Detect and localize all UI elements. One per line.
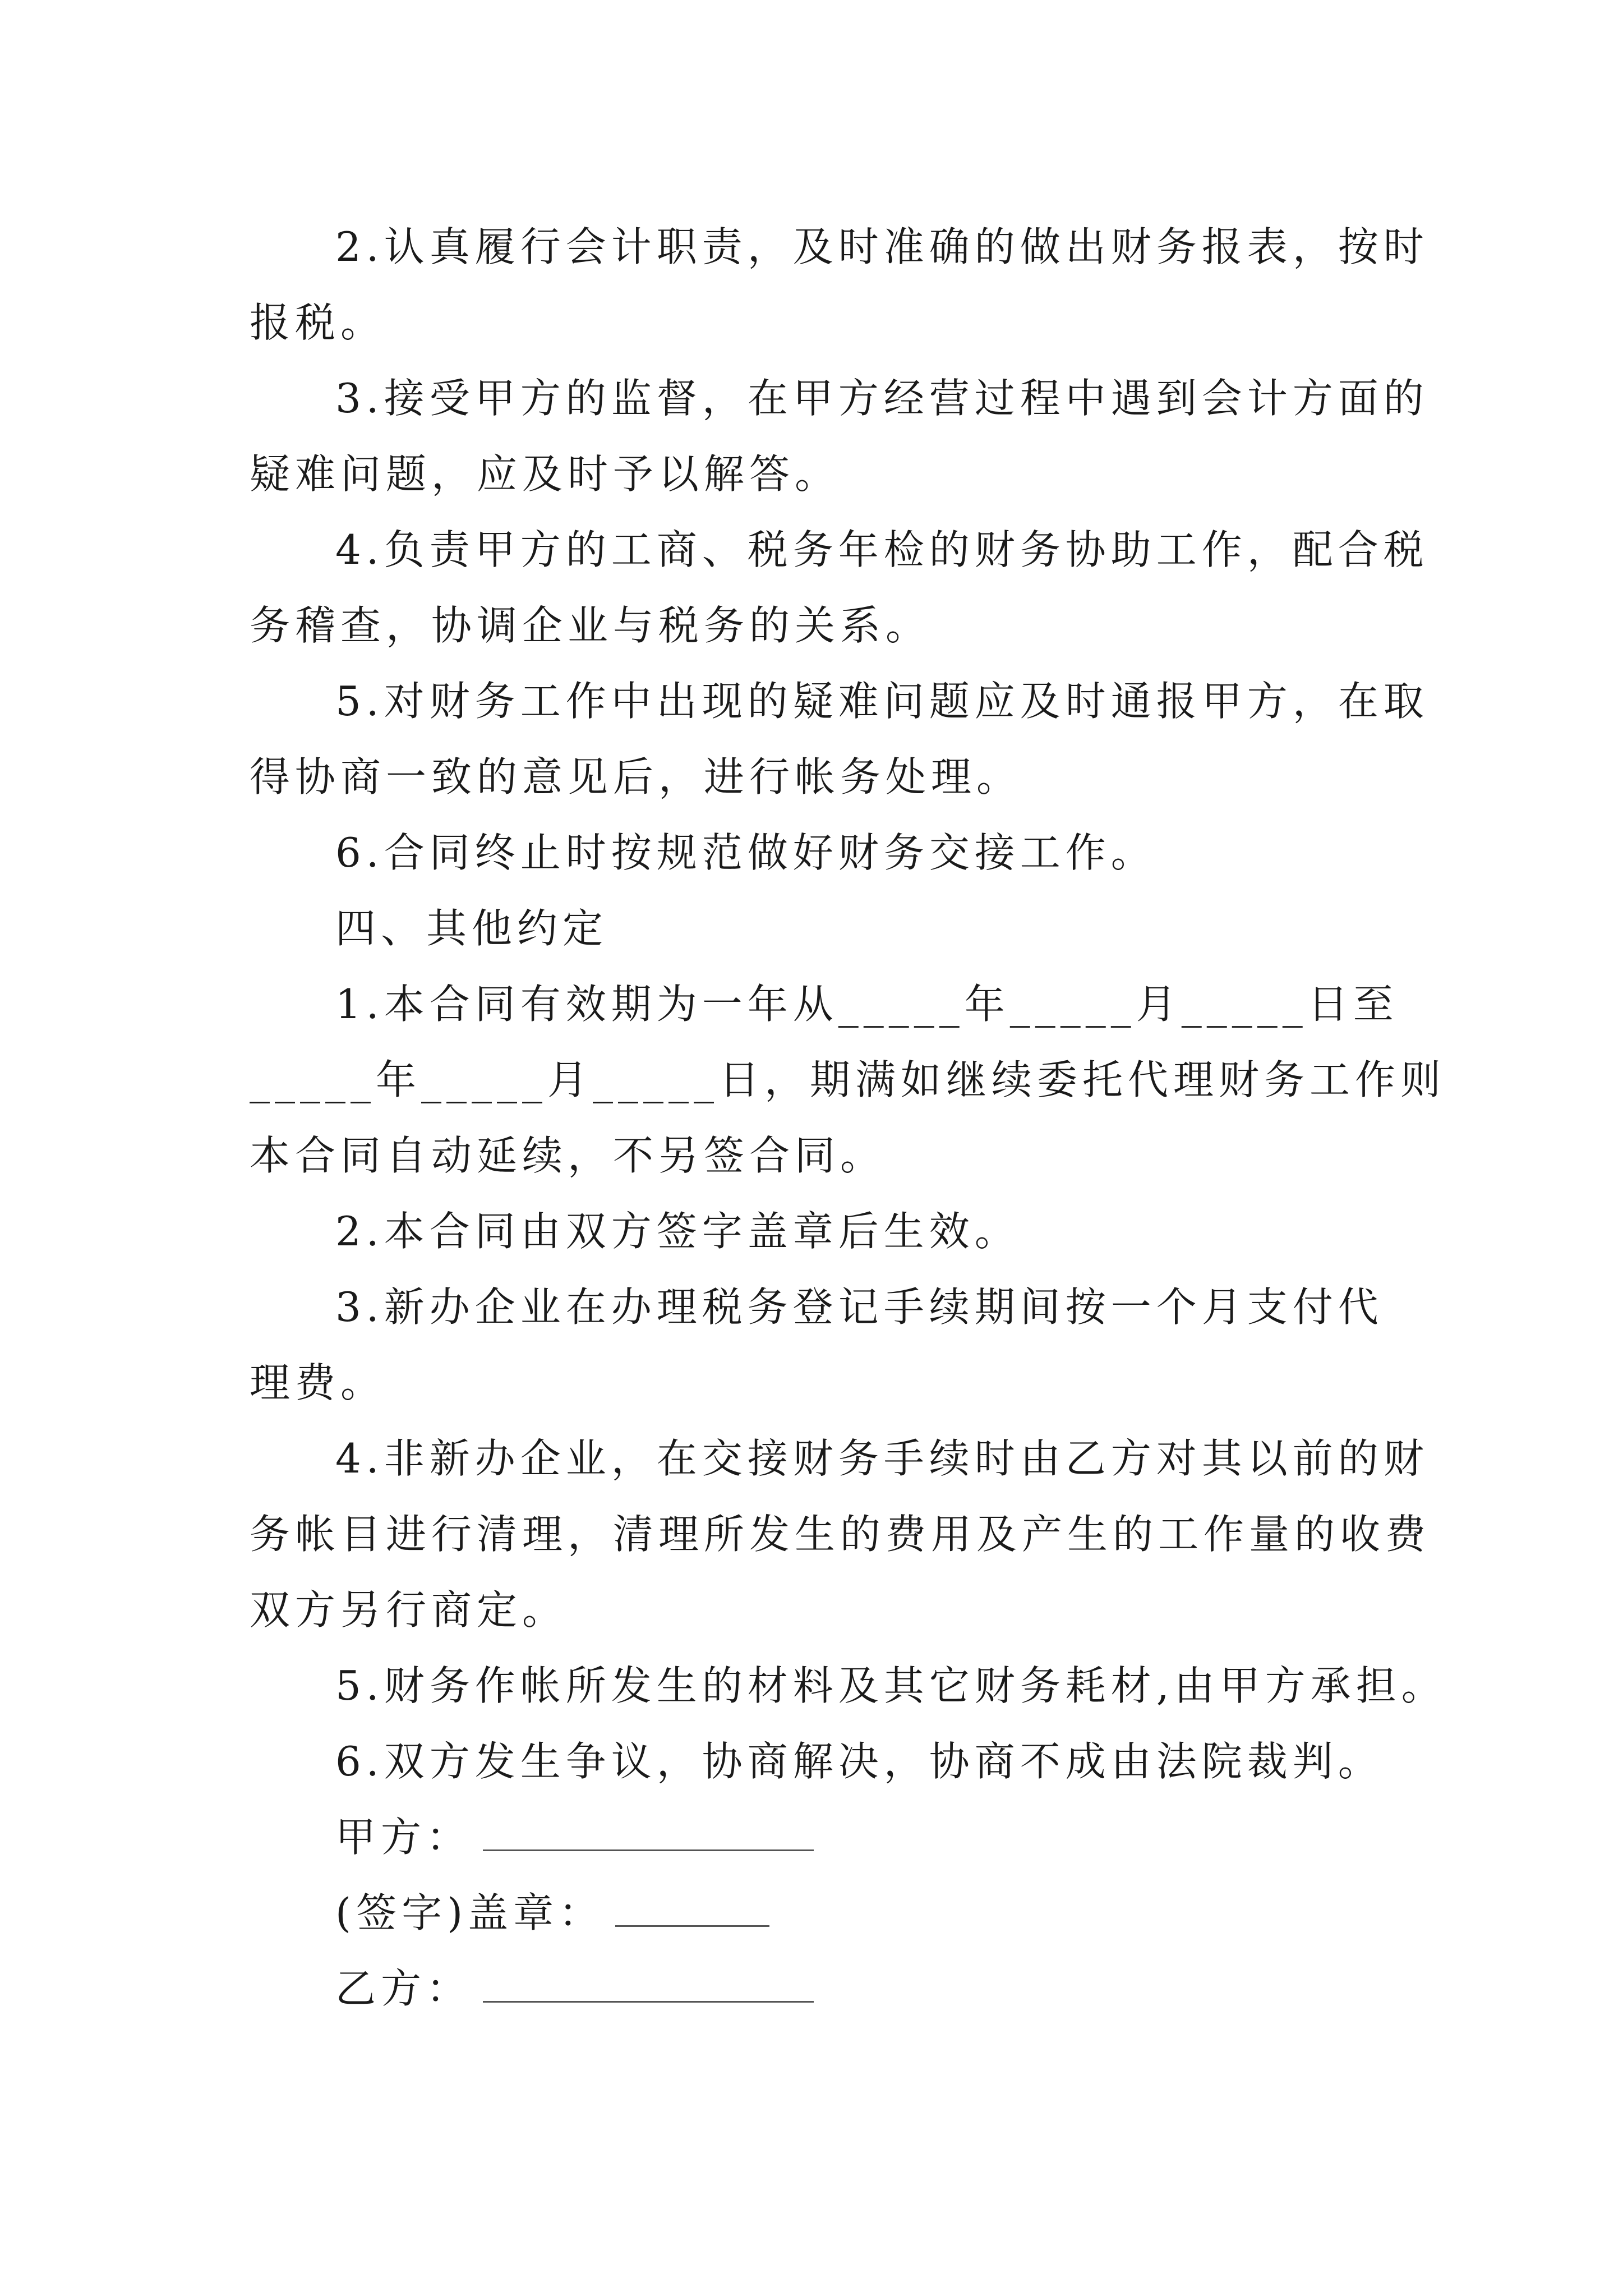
signature-party-b — [335, 1961, 814, 2017]
clause-4-5: 5.财务作帐所发生的材料及其它财务耗材,由甲方承担。 — [335, 1662, 1447, 1709]
signature-party-a — [335, 1809, 814, 1865]
party-b-label: 乙方： — [335, 1965, 472, 2012]
clause-3-3-line-2: 疑难问题，应及时予以解答。 — [250, 450, 841, 498]
clause-3-2-line-2: 报税。 — [250, 299, 386, 346]
section-heading-other: 四、其他约定 — [335, 905, 608, 952]
clause-3-3-line-1: 3.接受甲方的监督，在甲方经营过程中遇到会计方面的 — [335, 375, 1429, 422]
party-b-signature-blank — [483, 1962, 814, 2003]
clause-4-6: 6.双方发生争议，协商解决，协商不成由法院裁判。 — [335, 1738, 1384, 1785]
clause-3-5-line-2: 得协商一致的意见后，进行帐务处理。 — [250, 753, 1022, 800]
signature-seal — [335, 1885, 769, 1941]
clause-4-3-line-2: 理费。 — [250, 1359, 386, 1406]
clause-3-4-line-2: 务稽查，协调企业与税务的关系。 — [250, 602, 932, 649]
clause-4-4-line-3: 双方另行商定。 — [250, 1586, 568, 1634]
clause-3-4-line-1: 4.负责甲方的工商、税务年检的财务协助工作，配合税 — [335, 526, 1429, 573]
clause-4-3-line-1: 3.新办企业在办理税务登记手续期间按一个月支付代 — [335, 1283, 1384, 1331]
clause-3-5-line-1: 5.对财务工作中出现的疑难问题应及时通报甲方，在取 — [335, 678, 1429, 725]
clause-4-1-line-3: 本合同自动延续，不另签合同。 — [250, 1132, 886, 1179]
clause-3-6: 6.合同终止时按规范做好财务交接工作。 — [335, 829, 1156, 876]
party-a-label: 甲方： — [335, 1814, 472, 1861]
clause-4-4-line-1: 4.非新办企业，在交接财务手续时由乙方对其以前的财 — [335, 1435, 1429, 1482]
clause-4-1-line-2: _____年_____月_____日，期满如继续委托代理财务工作则 — [250, 1056, 1446, 1103]
clause-4-4-line-2: 务帐目进行清理，清理所发生的费用及产生的工作量的收费 — [250, 1511, 1431, 1558]
clause-4-2: 2.本合同由双方签字盖章后生效。 — [335, 1208, 1020, 1255]
seal-signature-blank — [615, 1886, 769, 1927]
seal-label: (签字)盖章： — [335, 1889, 605, 1936]
clause-3-2-line-1: 2.认真履行会计职责，及时准确的做出财务报表，按时 — [335, 223, 1429, 270]
party-a-signature-blank — [483, 1810, 814, 1851]
clause-4-1-line-1: 1.本合同有效期为一年从_____年_____月_____日至 — [335, 981, 1399, 1028]
